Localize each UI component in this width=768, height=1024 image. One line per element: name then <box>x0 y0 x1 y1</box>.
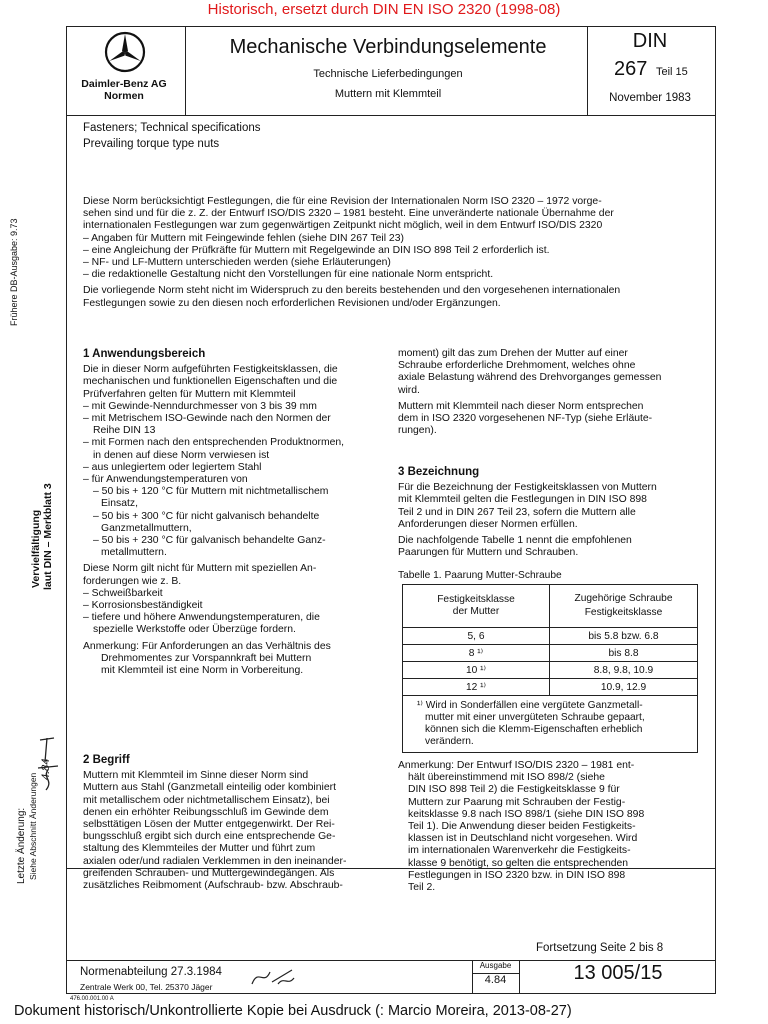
intro-line: internationalen Festlegungen war zum gegenwärtigen Zeitpunkt nicht möglich, weil in dem Entwurf ISO/DIS 2320 <box>83 220 603 232</box>
din-label: DIN <box>632 30 668 52</box>
table-footnote: ¹⁾ Wird in Sonderfällen eine vergütete Ganzmetall- mutter mit einer unvergüteten Schraube gepaart, können sich die Klemm-Eigenschaften erheblich verändern. <box>403 696 698 753</box>
remark-right: Anmerkung: Der Entwurf ISO/DIS 2320 – 1981 ent- hält übereinstimmend mit ISO 898/2 (siehe DIN ISO 898 Teil 2) die Festigkeitsklasse 9 für Muttern zur Paarung mit Schrauben der Festig- keitsklasse 9.8 nach ISO 898/1 (siehe DIN ISO 898 Teil 1). Die Anwendung dieser beiden Festigkeits- klassen ist in Deutschland nicht vorgesehen. Wird im internationalen Warenverkehr die Festigkeits- klasse 9 benötigt, so gelten die entsprechenden Festlegungen in ISO 2320 bzw. in DIN ISO 898 Teil 2. <box>398 760 645 894</box>
section-2: 2 Begriff Muttern mit Klemmteil im Sinne dieser Norm sind Muttern aus Stahl (Ganzmetall einteilig oder kombiniert mit metallischem oder nichtmetallischem Einsatz), bei denen ein erhöhter Reibungsschluß im Gewinde dem selbsttätigen Lösen der Mutter entgegenwirkt. Der Rei- bungsschluß ergibt sich durch eine entsprechende Ge- staltung des Klemmteiles der Mutter und führt zum axialen oder/und radialen Verklemmen in den ineinander- greifenden Schrauben- und Muttergewindegängen. Als zusätzliches Reibmoment (Aufschraub- bzw. Abschraub- <box>83 754 381 892</box>
table-caption: Tabelle 1. Paarung Mutter-Schraube <box>398 570 562 581</box>
intro-line: – die redaktionelle Gestaltung nicht den Vorstellungen für eine nationale Norm entspricht. <box>83 269 494 281</box>
intro-line: Festlegungen sowie zu den diesen noch erforderlichen Revisionen und/oder Ergänzungen. <box>83 297 501 309</box>
ausgabe-label: Ausgabe <box>479 961 512 970</box>
table-row: 12 ¹⁾ 10.9, 12.9 <box>403 679 698 696</box>
handwritten-signature <box>34 734 64 794</box>
copy-note-line2: laut DIN – Merkblatt 3 <box>42 483 54 590</box>
footer-central: Zentrale Werk 00, Tel. 25370 Jäger <box>80 982 213 992</box>
table-row: 10 ¹⁾ 8.8, 9.8, 10.9 <box>403 662 698 679</box>
historical-banner: Historisch, ersetzt durch DIN EN ISO 2320 (1998-08) <box>207 1 561 18</box>
table-header-bolt: Zugehörige Schraube Festigkeitsklasse <box>550 585 698 628</box>
document-subtitle: Technische Lieferbedingungen <box>313 68 463 80</box>
ausgabe-value: 4.84 <box>484 974 507 986</box>
company-name: Daimler-Benz AG <box>81 78 167 90</box>
english-title-1: Fasteners; Technical specifications <box>83 122 261 134</box>
section-2-heading: 2 Begriff <box>83 754 130 766</box>
right-column-top: moment) gilt das zum Drehen der Mutter auf einer Schraube erforderliche Drehmoment, welches ohne axiale Belastung während des Drehvorganges gemessen wird. Muttern mit Klemmteil nach dieser Norm entsprechen dem in ISO 2320 vorgesehenen NF-Typ (siehe Erläute- rungen). <box>398 348 662 437</box>
intro-line: – Angaben für Muttern mit Feingewinde fehlen (siehe DIN 267 Teil 23) <box>83 232 404 244</box>
table-footnote-row <box>403 696 698 753</box>
last-change-label: Letzte Änderung: <box>16 807 27 884</box>
intro-line: – eine Angleichung der Prüfkräfte für Muttern mit Regelgewinde an DIN ISO 898 Teil 2 erforderlich ist. <box>83 244 550 256</box>
intro-line: Diese Norm berücksichtigt Festlegungen, die für eine Revision der Internationalen Norm ISO 2320 – 1972 vorge- <box>83 196 602 207</box>
intro-line: – NF- und LF-Muttern unterschieden werden (siehe Erläuterungen) <box>83 257 391 269</box>
intro-line: sehen sind und für die z. Z. der Entwurf ISO/DIS 2320 – 1981 besteht. Eine unveränderte nationale Übernahme der <box>83 208 614 220</box>
pairing-table <box>402 584 698 753</box>
section-1-heading: 1 Anwendungsbereich <box>83 348 206 360</box>
copy-note-line1: Vervielfältigung <box>30 509 42 588</box>
section-3: 3 Bezeichnung Für die Bezeichnung der Festigkeitsklassen von Muttern mit Klemmteil gelten die Festlegungen in DIN ISO 898 Teil 2 und in DIN 267 Teil 23, sofern die Muttern alle Anforderungen dieser Normen erfüllen. Die nachfolgende Tabelle 1 nennt die empfohlenen Paarungen für Muttern und Schrauben. <box>398 466 698 559</box>
footer-department: Normenabteilung 27.3.1984 <box>80 966 222 978</box>
document-title: Mechanische Verbindungselemente <box>229 36 547 58</box>
last-change-date: 4.84 <box>40 758 52 780</box>
form-code: 476.00.001.00 A <box>70 996 114 1002</box>
table-header-nut: Festigkeitsklasse der Mutter <box>403 585 550 628</box>
issue-date: November 1983 <box>609 92 691 104</box>
intro-line: Die vorliegende Norm steht nicht im Widerspruch zu den bereits bestehenden und den vorgesehenen internationalen <box>83 285 621 297</box>
earlier-edition-note: Frühere DB-Ausgabe: 9.73 <box>9 218 19 326</box>
table-row: 5, 6 bis 5.8 bzw. 6.8 <box>403 628 698 645</box>
table-row: 8 ¹⁾ bis 8.8 <box>403 645 698 662</box>
company-sub: Normen <box>104 90 144 102</box>
din-part: Teil 15 <box>656 66 688 78</box>
document-number: 13 005/15 <box>573 962 663 984</box>
section-1: 1 Anwendungsbereich Die in dieser Norm aufgeführten Festigkeitsklassen, die mechanischen und funktionellen Eigenschaften und die Prüfverfahren gelten für Muttern mit Klemmteil – mit Gewinde-Nenndurchmesser von 3 bis 39 mm – mit Metrischem ISO-Gewinde nach den Normen der Reihe DIN 13 – mit Formen nach den entsprechenden Produktnormen, in denen auf diese Norm verwiesen ist – aus unlegiertem oder legiertem Stahl – für Anwendungstemperaturen von – 50 bis + 120 °C für Muttern mit nichtmetallischem Einsatz, – 50 bis + 300 °C für nicht galvanisch behandelte Ganzmetallmuttern, – 50 bis + 230 °C für galvanisch behandelte Ganz- metallmuttern. Diese Norm gilt nicht für Muttern mit speziellen An- forderungen wie z. B. – Schweißbarkeit – Korrosionsbeständigkeit – tiefere und höhere Anwendungstemperaturen, die spezielle Werkstoffe oder Überzüge fordern. Anmerkung: Für Anforderungen an das Verhältnis des Drehmomentes zur Vorspannkraft bei Muttern mit Klemmteil ist eine Norm in Vorbereitung. <box>83 348 381 677</box>
document-subtitle2: Muttern mit Klemmteil <box>334 88 442 100</box>
continuation-note: Fortsetzung Seite 2 bis 8 <box>536 942 664 954</box>
intro-paragraph <box>83 196 705 310</box>
din-number: 267 <box>614 58 648 80</box>
daimler-star-logo <box>103 30 147 74</box>
last-change-hint: Siehe Abschnitt Änderungen <box>28 772 38 880</box>
footer-signature <box>248 964 298 990</box>
uncontrolled-copy-banner: Dokument historisch/Unkontrollierte Kopie bei Ausdruck (: Marcio Moreira, 2013-08-27) <box>14 1003 572 1019</box>
english-title-2: Prevailing torque type nuts <box>83 138 220 150</box>
section-3-heading: 3 Bezeichnung <box>398 466 480 478</box>
